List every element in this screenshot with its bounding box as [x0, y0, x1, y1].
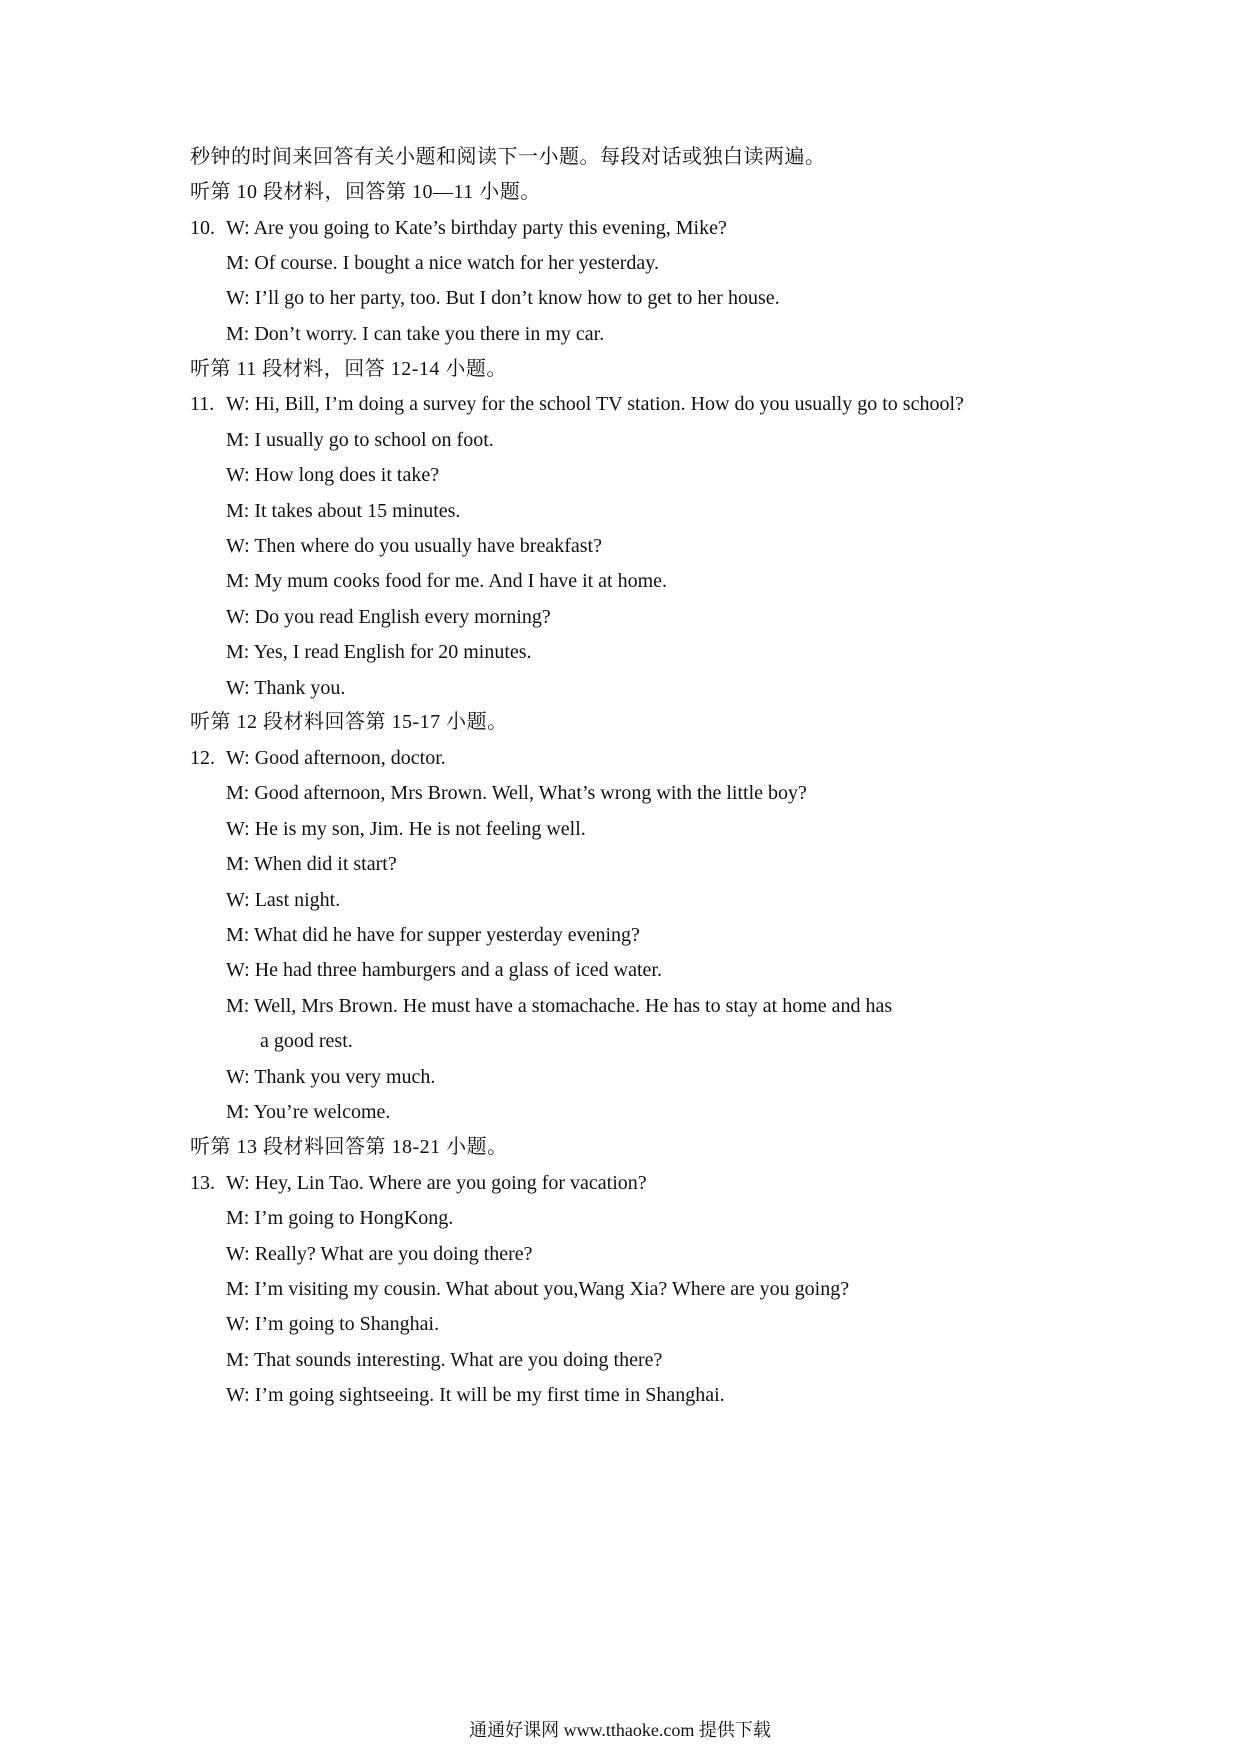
section-header: 听第 10 段材料，回答第 10—11 小题。: [190, 181, 541, 203]
dialogue-line: W: I’m going sightseeing. It will be my first time in Shanghai.: [226, 1384, 725, 1406]
dialogue-line: W: Thank you.: [226, 677, 346, 699]
dialogue-line: W: He is my son, Jim. He is not feeling well.: [226, 818, 586, 840]
dialogue-line: W: Thank you very much.: [226, 1066, 436, 1088]
section-header: 听第 13 段材料回答第 18-21 小题。: [190, 1136, 508, 1158]
dialogue-line: W: I’ll go to her party, too. But I don’t know how to get to her house.: [226, 287, 780, 309]
dialogue-line: M: What did he have for supper yesterday evening?: [226, 924, 640, 946]
dialogue-line: M: I’m visiting my cousin. What about you,Wang Xia? Where are you going?: [226, 1278, 850, 1300]
dialogue-number: 13.: [190, 1172, 215, 1194]
dialogue-line: W: Good afternoon, doctor.: [226, 747, 446, 769]
dialogue-line: W: Hi, Bill, I’m doing a survey for the school TV station. How do you usually go to school?: [226, 393, 964, 415]
dialogue-line: W: Do you read English every morning?: [226, 606, 551, 628]
dialogue-number: 10.: [190, 217, 215, 239]
dialogue-line: M: Don’t worry. I can take you there in my car.: [226, 323, 605, 345]
section-header: 听第 11 段材料，回答 12-14 小题。: [190, 358, 507, 380]
dialogue-line: M: It takes about 15 minutes.: [226, 500, 461, 522]
dialogue-line: W: Last night.: [226, 889, 341, 911]
dialogue-line: W: I’m going to Shanghai.: [226, 1313, 440, 1335]
dialogue-line: M: That sounds interesting. What are you doing there?: [226, 1349, 663, 1371]
dialogue-number: 11.: [190, 393, 215, 415]
page-footer: 通通好课网 www.tthaoke.com 提供下载: [469, 1720, 771, 1740]
intro-text: 秒钟的时间来回答有关小题和阅读下一小题。每段对话或独白读两遍。: [190, 146, 826, 168]
dialogue-line: M: I usually go to school on foot.: [226, 429, 494, 451]
dialogue-number: 12.: [190, 747, 215, 769]
dialogue-line: W: He had three hamburgers and a glass of iced water.: [226, 959, 662, 981]
dialogue-line: M: Yes, I read English for 20 minutes.: [226, 641, 532, 663]
dialogue-line: W: Then where do you usually have breakfast?: [226, 535, 602, 557]
dialogue-line: W: Really? What are you doing there?: [226, 1243, 533, 1265]
dialogue-line-continued: a good rest.: [260, 1030, 353, 1052]
dialogue-line: M: I’m going to HongKong.: [226, 1207, 454, 1229]
dialogue-line: M: Good afternoon, Mrs Brown. Well, What’s wrong with the little boy?: [226, 782, 807, 804]
dialogue-line: M: Well, Mrs Brown. He must have a stomachache. He has to stay at home and has: [226, 995, 893, 1017]
dialogue-line: W: How long does it take?: [226, 464, 440, 486]
dialogue-line: M: When did it start?: [226, 853, 397, 875]
dialogue-line: M: You’re welcome.: [226, 1101, 391, 1123]
dialogue-line: W: Are you going to Kate’s birthday party this evening, Mike?: [226, 217, 727, 239]
dialogue-line: M: Of course. I bought a nice watch for her yesterday.: [226, 252, 659, 274]
dialogue-line: M: My mum cooks food for me. And I have it at home.: [226, 570, 668, 592]
dialogue-line: W: Hey, Lin Tao. Where are you going for vacation?: [226, 1172, 647, 1194]
section-header: 听第 12 段材料回答第 15-17 小题。: [190, 711, 508, 733]
